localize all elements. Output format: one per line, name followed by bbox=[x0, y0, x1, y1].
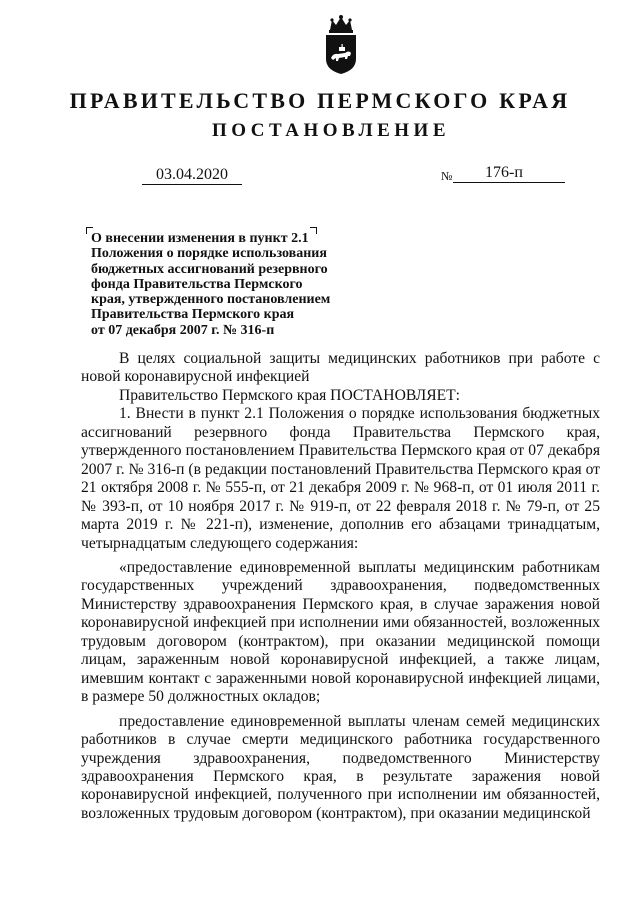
title-line: края, утвержденного постановлением bbox=[91, 292, 331, 308]
paragraph-quote-2: предоставление единовременной выплаты членам семей медицинских работников в случае смерти медицинского работника государственного учреждения здравоохранения, подведомственного Министерству здравоохранения Пермского края, в результате заражения новой коронавирусной инфекцией, полученного при исполнении им обязанностей, возложенных трудовым договором (контрактом), при оказании медицинской bbox=[81, 712, 600, 822]
government-title: ПРАВИТЕЛЬСТВО ПЕРМСКОГО КРАЯ bbox=[69, 88, 571, 113]
document-number: 176-п bbox=[453, 163, 565, 183]
title-line: фонда Правительства Пермского bbox=[91, 276, 303, 292]
title-line: О внесении изменения в пункт 2.1 bbox=[91, 231, 309, 246]
title-line: Правительства Пермского края bbox=[91, 307, 295, 323]
document-date: 03.04.2020 bbox=[142, 165, 242, 185]
paragraph-preamble: В целях социальной защиты медицинских работников при работе с новой коронавирусной инфекцией bbox=[81, 350, 600, 386]
title-line: бюджетных ассигнований резервного bbox=[91, 261, 328, 277]
number-sign: № bbox=[441, 169, 453, 183]
paragraph-resolves: Правительство Пермского края ПОСТАНОВЛЯЕТ: bbox=[119, 386, 460, 404]
document-type-title: ПОСТАНОВЛЕНИЕ bbox=[211, 120, 451, 141]
title-line: от 07 декабря 2007 г. № 316-п bbox=[91, 322, 275, 338]
paragraph-quote-1: «предоставление единовременной выплаты медицинским работникам государственных учреждений здравоохранения, подведомственных Министерству здравоохранения Пермского края, в случае заражения новой коронавирусной инфекцией при исполнении ими обязанностей, возложенных трудовым договором (контрактом), при оказании медицинской помощи лицам, зараженным новой коронавирусной инфекцией, а также лицам, имевшим контакт с зараженными новой коронавирусной инфекцией лицами, в размере 50 должностных окладов; bbox=[81, 558, 600, 706]
document-body bbox=[81, 350, 600, 823]
document-subject-title bbox=[91, 231, 371, 338]
paragraph-item-1: 1. Внести в пункт 2.1 Положения о порядке использования бюджетных ассигнований резервного фонда Правительства Пермского края, утвержденного постановлением Правительства Пермского края от 07 декабря 2007 г. № 316-п (в редакции постановлений Правительства Пермского края от 21 октября 2008 г. № 555-п, от 21 декабря 2009 г. № 968-п, от 01 июля 2011 г. № 393-п, от 10 ноября 2017 г. № 919-п, от 22 февраля 2018 г. № 79-п, от 25 марта 2019 г. № 221-п), изменение, дополнив его абзацами тринадцатым, четырнадцатым следующего содержания: bbox=[81, 405, 600, 552]
title-line: Положения о порядке использования bbox=[91, 246, 327, 262]
coat-of-arms-icon bbox=[321, 14, 361, 76]
